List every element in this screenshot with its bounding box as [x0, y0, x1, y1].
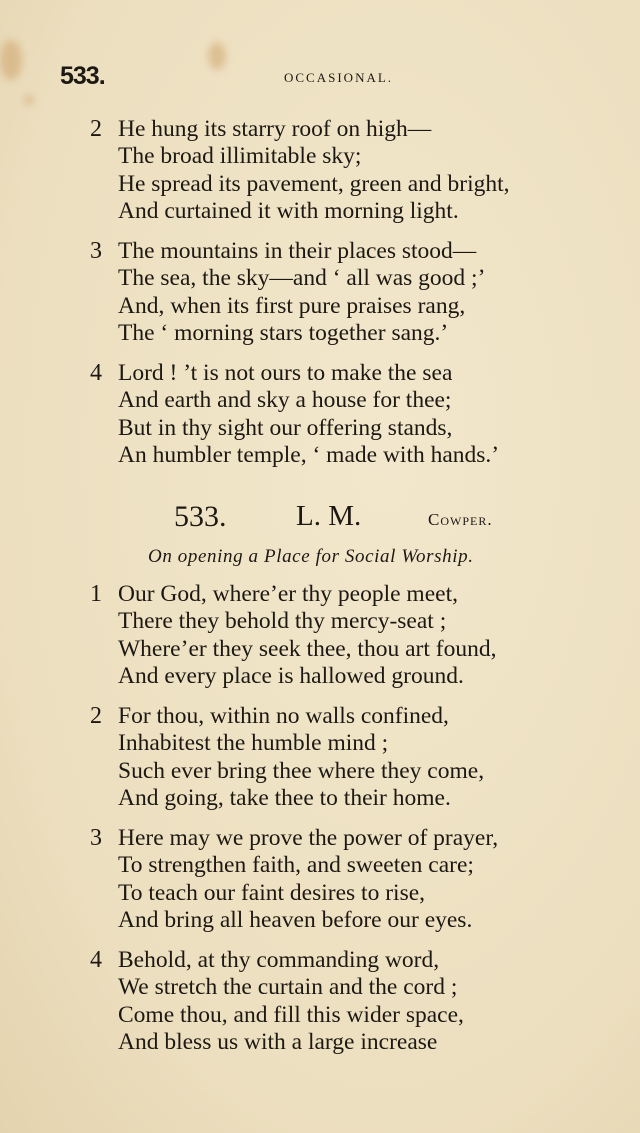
verse-line: There they behold thy mercy-seat ;: [118, 608, 447, 635]
verse-line: We stretch the curtain and the cord ;: [118, 974, 458, 1001]
verse-line: The ‘ morning stars together sang.’: [118, 319, 449, 346]
verse-line: Where’er they seek thee, thou art found,: [118, 635, 497, 662]
stanza: [90, 360, 610, 469]
verse-line: Behold, at thy commanding word,: [118, 947, 440, 973]
verse-line: The sea, the sky—and ‘ all was good ;’: [118, 265, 486, 292]
verse-line: To strengthen faith, and sweeten care;: [118, 852, 474, 879]
stanza-number: 1: [90, 581, 102, 607]
hymn-meter: L. M.: [296, 500, 362, 532]
verse-line: And, when its first pure praises rang,: [118, 292, 466, 319]
verse-line: Lord ! ’t is not ours to make the sea: [118, 360, 453, 386]
verse-line: For thou, within no walls confined,: [118, 703, 449, 729]
stanza: [90, 238, 610, 347]
stanza: [90, 581, 610, 690]
verse-line: He hung its starry roof on high—: [118, 116, 432, 142]
verse-line: The broad illimitable sky;: [118, 143, 362, 170]
hymn-author: Cowper.: [428, 510, 493, 529]
verse-line: But in thy sight our offering stands,: [118, 414, 453, 441]
stanza: [90, 703, 610, 812]
stanza-number: 4: [90, 947, 102, 973]
stanza: [90, 116, 610, 225]
page-number: 533.: [60, 62, 105, 90]
section-title: OCCASIONAL.: [284, 70, 394, 85]
verse-line: And bless us with a large increase: [118, 1028, 438, 1055]
verse-line: To teach our faint desires to rise,: [118, 879, 426, 906]
stanza: [90, 825, 610, 934]
verse-line: And earth and sky a house for thee;: [118, 387, 452, 414]
hymn-subtitle: On opening a Place for Social Worship.: [148, 546, 474, 567]
stanza-number: 2: [90, 116, 102, 142]
verse-line: And curtained it with morning light.: [118, 197, 459, 224]
running-header: [60, 62, 580, 92]
paper-stain: [24, 95, 34, 105]
verse-line: Here may we prove the power of prayer,: [118, 825, 499, 851]
hymn-number: 533.: [174, 500, 227, 533]
verse-line: The mountains in their places stood—: [118, 238, 477, 264]
stanza: [90, 947, 610, 1056]
stanza-number: 2: [90, 703, 102, 729]
stanza-number: 4: [90, 360, 102, 386]
verse-line: And bring all heaven before our eyes.: [118, 906, 473, 933]
verse-line: Come thou, and fill this wider space,: [118, 1001, 464, 1028]
verse-line: Such ever bring thee where they come,: [118, 757, 485, 784]
verse-line: An humbler temple, ‘ made with hands.’: [118, 441, 500, 468]
verse-line: He spread its pavement, green and bright,: [118, 170, 510, 197]
hymn-heading: [0, 500, 640, 536]
verse-line: And going, take thee to their home.: [118, 784, 451, 811]
paper-stain: [0, 40, 22, 80]
verse-line: Inhabitest the humble mind ;: [118, 730, 389, 757]
verse-line: Our God, where’er thy people meet,: [118, 581, 458, 607]
verse-line: And every place is hallowed ground.: [118, 662, 464, 689]
stanza-number: 3: [90, 825, 102, 851]
stanza-number: 3: [90, 238, 102, 264]
